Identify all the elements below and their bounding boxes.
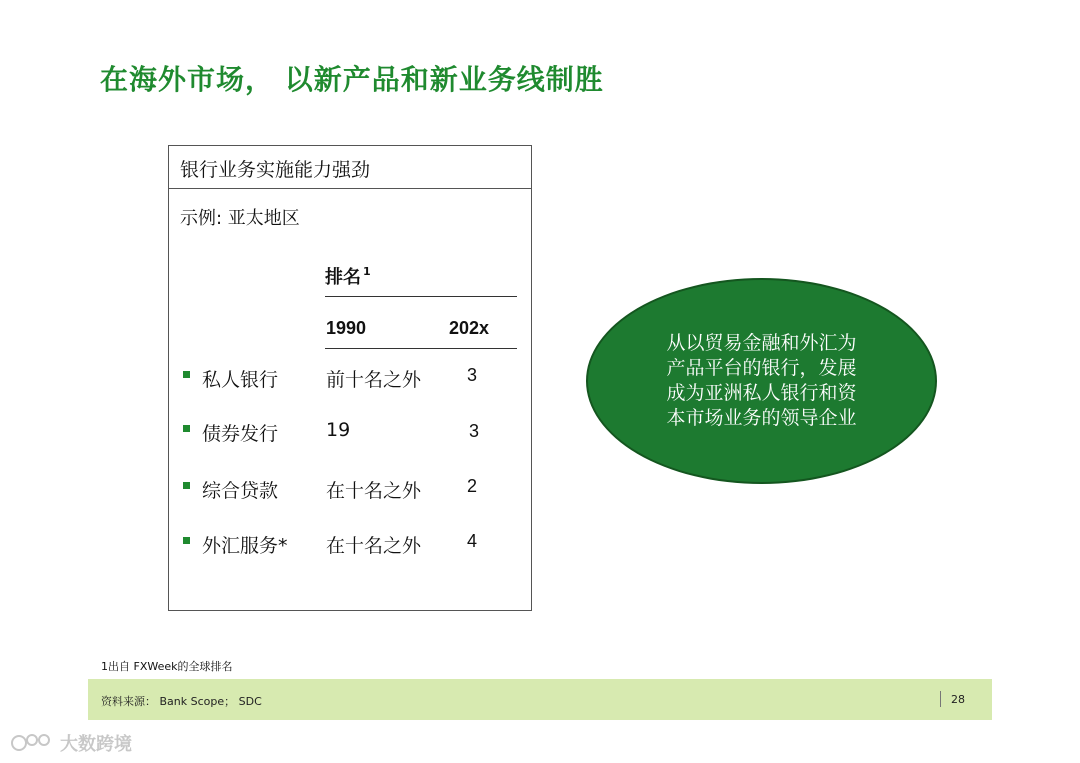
row-label: 私人银行 bbox=[202, 369, 279, 391]
bullet-icon bbox=[183, 425, 190, 432]
rank-label-text: 排名 bbox=[325, 267, 361, 288]
rank-divider-bottom bbox=[325, 348, 517, 349]
page-number: 28 bbox=[951, 693, 965, 706]
rank-divider-top bbox=[325, 296, 517, 297]
row-value-202x: 3 bbox=[469, 421, 480, 441]
row-value-1990: 19 bbox=[326, 419, 351, 441]
footnote: 1出自 FXWeek的全球排名 bbox=[101, 660, 233, 673]
row-label: 综合贷款 bbox=[202, 480, 279, 502]
rank-label bbox=[325, 263, 371, 289]
row-label: 债券发行 bbox=[202, 423, 279, 445]
callout-oval bbox=[586, 278, 937, 484]
callout-text: 从以贸易金融和外汇为 产品平台的银行，发展 成为亚洲私人银行和资 本市场业务的领导企业 bbox=[666, 332, 857, 429]
bullet-icon bbox=[183, 537, 190, 544]
bullet-icon bbox=[183, 482, 190, 489]
source-text: 资料来源： Bank Scope； SDC bbox=[101, 695, 262, 708]
watermark bbox=[10, 730, 132, 756]
row-value-1990: 在十名之外 bbox=[326, 535, 422, 557]
row-value-1990: 前十名之外 bbox=[326, 369, 422, 391]
row-value-202x: 4 bbox=[467, 531, 478, 551]
page-divider bbox=[940, 691, 941, 707]
table-row bbox=[169, 419, 531, 449]
watermark-logo-icon bbox=[10, 732, 54, 754]
column-header-1990: 1990 bbox=[326, 318, 367, 338]
source-bar bbox=[88, 679, 992, 720]
panel-subtitle: 示例: 亚太地区 bbox=[180, 208, 300, 229]
panel-header: 银行业务实施能力强劲 bbox=[169, 146, 531, 189]
row-value-202x: 2 bbox=[467, 476, 478, 496]
slide-title: 在海外市场， 以新产品和新业务线制胜 bbox=[100, 63, 604, 96]
table-row bbox=[169, 365, 531, 395]
table-row bbox=[169, 531, 531, 561]
rank-footnote-mark: 1 bbox=[363, 265, 371, 278]
row-value-1990: 在十名之外 bbox=[326, 480, 422, 502]
bullet-icon bbox=[183, 371, 190, 378]
table-row bbox=[169, 476, 531, 506]
column-header-202x: 202x bbox=[449, 318, 490, 338]
row-label: 外汇服务* bbox=[202, 535, 288, 557]
ranking-panel bbox=[168, 145, 532, 611]
row-value-202x: 3 bbox=[467, 365, 478, 385]
watermark-text: 大数跨境 bbox=[60, 734, 132, 755]
